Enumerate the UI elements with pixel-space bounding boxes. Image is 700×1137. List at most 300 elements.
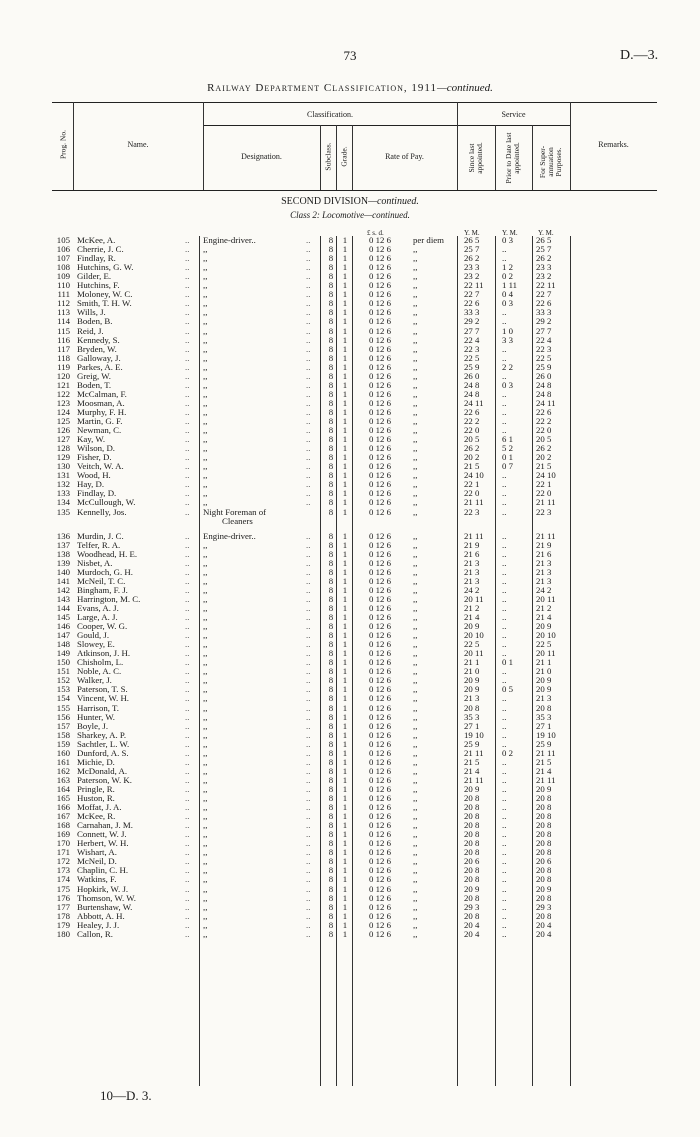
subclass: 8: [328, 928, 334, 939]
pay-period: ,,: [413, 280, 418, 291]
leader-dots: ..: [306, 425, 311, 436]
prog-no: 126: [56, 425, 70, 436]
subclass: 8: [328, 289, 334, 300]
employee-name: Slowey, E.: [77, 639, 115, 650]
designation: ,,: [203, 271, 208, 282]
leader-dots: ..: [306, 397, 311, 408]
leader-dots: ..: [306, 488, 311, 499]
prior-to-date: ..: [502, 406, 507, 417]
superannuation-service: 22 5: [536, 352, 552, 363]
employee-name: Moffat, J. A.: [77, 802, 122, 813]
prior-to-date: ..: [502, 666, 507, 677]
subclass: 8: [328, 406, 334, 417]
designation: ,,: [203, 388, 208, 399]
since-last-appointed: 35 3: [464, 711, 480, 722]
subclass: 8: [328, 765, 334, 776]
designation: ,,: [203, 479, 208, 490]
leader-dots: ..: [306, 675, 311, 686]
rate-of-pay: 0 12 6: [369, 738, 391, 749]
prior-to-date: 0 3: [502, 379, 513, 390]
subclass: 8: [328, 847, 334, 858]
superannuation-service: 20 11: [536, 593, 556, 604]
designation: ,,: [203, 765, 208, 776]
leader-dots: ..: [185, 666, 190, 677]
prior-to-date: ..: [502, 910, 507, 921]
subclass: 8: [328, 783, 334, 794]
grade: 1: [342, 847, 348, 858]
grade: 1: [342, 865, 348, 876]
since-last-appointed: 20 8: [464, 910, 480, 921]
prior-to-date: ..: [502, 919, 507, 930]
prog-no: 177: [56, 901, 70, 912]
rate-of-pay: 0 12 6: [369, 666, 391, 677]
leader-dots: ..: [306, 729, 311, 740]
prior-to-date: ..: [502, 865, 507, 876]
subclass: 8: [328, 684, 334, 695]
employee-name: Hutchins, F.: [77, 280, 120, 291]
designation: ,,: [203, 910, 208, 921]
pay-period: ,,: [413, 397, 418, 408]
prog-no: 168: [56, 820, 70, 831]
prior-to-date: ..: [502, 316, 507, 327]
leader-dots: ..: [185, 425, 190, 436]
prog-no: 118: [57, 352, 70, 363]
employee-name: Telfer, R. A.: [77, 539, 121, 550]
designation: ,,: [203, 774, 208, 785]
leader-dots: ..: [185, 566, 190, 577]
prog-no: 149: [56, 648, 70, 659]
designation: ,,: [203, 684, 208, 695]
leader-dots: ..: [306, 630, 311, 641]
subclass: 8: [328, 738, 334, 749]
prior-to-date: ..: [502, 711, 507, 722]
designation: ,,: [203, 919, 208, 930]
superannuation-service: 20 4: [536, 928, 552, 939]
prog-no: 129: [56, 452, 70, 463]
since-last-appointed: 22 11: [464, 280, 484, 291]
designation: ,,: [203, 648, 208, 659]
leader-dots: ..: [185, 406, 190, 417]
prior-to-date: 0 1: [502, 452, 513, 463]
rate-of-pay: 0 12 6: [369, 370, 391, 381]
since-last-appointed: 21 0: [464, 666, 480, 677]
designation: ,,: [203, 711, 208, 722]
designation: ,,: [203, 325, 208, 336]
grade: 1: [342, 539, 348, 550]
employee-name: Huston, R.: [77, 793, 115, 803]
prog-no: 108: [56, 262, 70, 273]
subclass: 8: [328, 452, 334, 463]
subclass: 8: [328, 693, 334, 704]
leader-dots: ..: [185, 657, 190, 668]
prog-no: 135: [56, 506, 70, 517]
since-last-appointed: 26 0: [464, 370, 480, 381]
pay-period: ,,: [413, 307, 418, 318]
grade: 1: [342, 253, 348, 264]
subclass: 8: [328, 820, 334, 831]
grade: 1: [342, 361, 348, 372]
employee-name: Hutchins, G. W.: [77, 262, 134, 273]
since-last-appointed: 20 9: [464, 621, 480, 632]
designation: ,,: [203, 434, 208, 445]
leader-dots: ..: [185, 774, 190, 785]
employee-name: Vincent, W. H.: [77, 693, 130, 704]
pay-period: ,,: [413, 838, 418, 849]
designation: ,,: [203, 316, 208, 327]
prior-to-date: ..: [502, 892, 507, 903]
leader-dots: ..: [306, 452, 311, 463]
unit-pay: £ s. d.: [367, 229, 384, 237]
leader-dots: ..: [185, 280, 190, 291]
pay-period: ,,: [413, 747, 418, 758]
superannuation-service: 23 3: [536, 262, 552, 273]
subclass: 8: [328, 584, 334, 595]
pay-period: ,,: [413, 765, 418, 776]
leader-dots: ..: [306, 470, 311, 481]
grade: 1: [342, 584, 348, 595]
subclass: 8: [328, 425, 334, 436]
employee-name: McNeil, T. C.: [77, 575, 126, 586]
classification-sub-rule: [203, 125, 457, 126]
since-last-appointed: 22 3: [464, 343, 480, 354]
grade: 1: [342, 720, 348, 731]
grade: 1: [342, 575, 348, 586]
superannuation-service: 20 9: [536, 675, 552, 686]
prior-to-date: ..: [502, 425, 507, 436]
designation: ,,: [203, 253, 208, 264]
superannuation-service: 33 3: [536, 307, 552, 318]
rate-of-pay: 0 12 6: [369, 325, 391, 336]
superannuation-service: 20 2: [536, 452, 552, 463]
prog-no: 151: [56, 666, 70, 677]
since-last-appointed: 20 9: [464, 675, 480, 686]
superannuation-service: 29 2: [536, 316, 552, 327]
leader-dots: ..: [185, 892, 190, 903]
pay-period: ,,: [413, 874, 418, 885]
pay-period: ,,: [413, 865, 418, 876]
subclass: 8: [328, 856, 334, 867]
superannuation-service: 20 8: [536, 829, 552, 840]
since-last-appointed: 24 10: [464, 470, 484, 481]
since-last-appointed: 20 8: [464, 892, 480, 903]
grade: 1: [342, 793, 348, 803]
employee-name: Hunter, W.: [77, 711, 116, 722]
rate-of-pay: 0 12 6: [369, 548, 391, 559]
since-last-appointed: 20 8: [464, 702, 480, 713]
rate-of-pay: 0 12 6: [369, 244, 391, 255]
designation: ,,: [203, 738, 208, 749]
grade: 1: [342, 883, 348, 894]
designation: ,,: [203, 497, 208, 508]
designation: ,,: [203, 829, 208, 840]
prior-to-date: ..: [502, 593, 507, 604]
rate-of-pay: 0 12 6: [369, 928, 391, 939]
leader-dots: ..: [306, 666, 311, 677]
prog-no: 163: [56, 774, 70, 785]
rate-of-pay: 0 12 6: [369, 416, 391, 426]
grade: 1: [342, 530, 348, 541]
header-bottom-rule: [52, 190, 657, 191]
prog-no: 161: [56, 756, 70, 767]
leader-dots: ..: [306, 874, 311, 885]
title-text: Railway Department Classification, 1911: [207, 82, 437, 94]
rate-of-pay: 0 12 6: [369, 874, 391, 885]
superannuation-service: 21 1: [536, 657, 552, 668]
leader-dots: ..: [306, 711, 311, 722]
col-divider: [320, 125, 321, 190]
employee-name: Abbott, A. H.: [77, 910, 125, 921]
pay-period: ,,: [413, 666, 418, 677]
employee-name: Chisholm, L.: [77, 657, 124, 668]
leader-dots: ..: [306, 793, 311, 803]
since-last-appointed: 21 3: [464, 693, 480, 704]
grade: 1: [342, 802, 348, 813]
designation: ,,: [203, 720, 208, 731]
superannuation-service: 20 8: [536, 811, 552, 822]
superannuation-service: 27 1: [536, 720, 552, 731]
leader-dots: ..: [185, 910, 190, 921]
pay-period: ,,: [413, 738, 418, 749]
prog-no: 116: [57, 334, 70, 345]
subclass: 8: [328, 593, 334, 604]
subclass: 8: [328, 316, 334, 327]
leader-dots: ..: [185, 388, 190, 399]
leader-dots: ..: [306, 289, 311, 300]
subclass: 8: [328, 416, 334, 426]
leader-dots: ..: [185, 434, 190, 445]
employee-name: McCullough, W.: [77, 497, 136, 508]
employee-name: Atkinson, J. H.: [77, 648, 131, 659]
leader-dots: ..: [306, 820, 311, 831]
prior-to-date: 6 1: [502, 434, 513, 445]
since-last-appointed: 23 2: [464, 271, 480, 282]
leader-dots: ..: [306, 584, 311, 595]
prog-no: 105: [56, 235, 70, 245]
since-last-appointed: 24 8: [464, 388, 480, 399]
superannuation-service: 24 11: [536, 397, 556, 408]
prog-no: 157: [56, 720, 70, 731]
since-last-appointed: 22 5: [464, 352, 480, 363]
subclass: 8: [328, 388, 334, 399]
prior-to-date: ..: [502, 566, 507, 577]
since-last-appointed: 21 9: [464, 539, 480, 550]
document-reference: D.—3.: [620, 48, 659, 63]
prog-no: 152: [56, 675, 70, 686]
table-row-continuation: [0, 517, 700, 526]
leader-dots: ..: [185, 584, 190, 595]
superannuation-service: 20 9: [536, 783, 552, 794]
leader-dots: ..: [185, 865, 190, 876]
header-name: Name.: [127, 140, 149, 149]
superannuation-service: 20 4: [536, 919, 552, 930]
rate-of-pay: 0 12 6: [369, 802, 391, 813]
designation: ,,: [203, 793, 208, 803]
grade: 1: [342, 443, 348, 454]
rate-of-pay: 0 12 6: [369, 747, 391, 758]
superannuation-service: 22 7: [536, 289, 552, 300]
grade: 1: [342, 506, 348, 517]
pay-period: ,,: [413, 612, 418, 622]
leader-dots: ..: [306, 370, 311, 381]
since-last-appointed: 20 11: [464, 593, 484, 604]
grade: 1: [342, 434, 348, 445]
since-last-appointed: 24 11: [464, 397, 484, 408]
leader-dots: ..: [185, 729, 190, 740]
designation: ,,: [203, 729, 208, 740]
prior-to-date: ..: [502, 765, 507, 776]
leader-dots: ..: [306, 575, 311, 586]
pay-period: ,,: [413, 720, 418, 731]
grade: 1: [342, 271, 348, 282]
pay-period: ,,: [413, 416, 418, 426]
prog-no: 107: [56, 253, 70, 264]
footer-reference: 10—D. 3.: [100, 1088, 152, 1103]
since-last-appointed: 21 11: [464, 774, 484, 785]
leader-dots: ..: [306, 379, 311, 390]
superannuation-service: 22 6: [536, 406, 552, 417]
superannuation-service: 22 2: [536, 416, 552, 426]
prog-no: 159: [56, 738, 70, 749]
designation: ,,: [203, 262, 208, 273]
leader-dots: ..: [185, 630, 190, 641]
grade: 1: [342, 461, 348, 472]
subclass: 8: [328, 865, 334, 876]
pay-period: ,,: [413, 847, 418, 858]
prog-no: 176: [56, 892, 70, 903]
rate-of-pay: 0 12 6: [369, 479, 391, 490]
prog-no: 167: [56, 811, 70, 822]
designation: ,,: [203, 361, 208, 372]
since-last-appointed: 29 2: [464, 316, 480, 327]
since-last-appointed: 21 1: [464, 657, 480, 668]
pay-period: ,,: [413, 443, 418, 454]
leader-dots: ..: [306, 530, 311, 541]
leader-dots: ..: [306, 612, 311, 622]
employee-name: Moosman, A.: [77, 397, 125, 408]
subclass: 8: [328, 901, 334, 912]
rate-of-pay: 0 12 6: [369, 530, 391, 541]
prog-no: 170: [56, 838, 70, 849]
prior-to-date: 0 5: [502, 684, 513, 695]
employee-name: Watkins, F.: [77, 874, 117, 885]
rate-of-pay: 0 12 6: [369, 379, 391, 390]
prog-no: 120: [56, 370, 70, 381]
rate-of-pay: 0 12 6: [369, 289, 391, 300]
superannuation-service: 24 2: [536, 584, 552, 595]
subclass: 8: [328, 793, 334, 803]
rate-of-pay: 0 12 6: [369, 838, 391, 849]
superannuation-service: 26 2: [536, 443, 552, 454]
subclass: 8: [328, 271, 334, 282]
rate-of-pay: 0 12 6: [369, 883, 391, 894]
pay-period: ,,: [413, 783, 418, 794]
service-sub-rule: [457, 125, 570, 126]
leader-dots: ..: [306, 693, 311, 704]
pay-period: ,,: [413, 584, 418, 595]
grade: 1: [342, 874, 348, 885]
prior-to-date: 0 4: [502, 289, 513, 300]
designation: ,,: [203, 343, 208, 354]
prog-no: 109: [56, 271, 70, 282]
prior-to-date: 1 2: [502, 262, 513, 273]
subclass: 8: [328, 648, 334, 659]
header-classification: Classification.: [307, 110, 353, 119]
employee-name: Murdoch, G. H.: [77, 566, 133, 577]
leader-dots: ..: [185, 602, 190, 613]
leader-dots: ..: [306, 461, 311, 472]
superannuation-service: 21 4: [536, 765, 552, 776]
employee-name: Wills, J.: [77, 307, 106, 318]
rate-of-pay: 0 12 6: [369, 648, 391, 659]
prog-no: 156: [56, 711, 70, 722]
designation: ,,: [203, 693, 208, 704]
designation: ,,: [203, 847, 208, 858]
designation: ,,: [203, 575, 208, 586]
pay-period: ,,: [413, 539, 418, 550]
prog-no: 143: [56, 593, 70, 604]
grade: 1: [342, 856, 348, 867]
pay-period: ,,: [413, 361, 418, 372]
prior-to-date: 1 0: [502, 325, 513, 336]
subclass: 8: [328, 262, 334, 273]
leader-dots: ..: [185, 361, 190, 372]
rate-of-pay: 0 12 6: [369, 847, 391, 858]
leader-dots: ..: [185, 820, 190, 831]
pay-period: ,,: [413, 452, 418, 463]
leader-dots: ..: [306, 602, 311, 613]
prior-to-date: ..: [502, 388, 507, 399]
leader-dots: ..: [306, 593, 311, 604]
designation: ,,: [203, 657, 208, 668]
leader-dots: ..: [306, 783, 311, 794]
prior-to-date: 0 2: [502, 271, 513, 282]
designation: ,,: [203, 397, 208, 408]
subclass: 8: [328, 657, 334, 668]
pay-period: ,,: [413, 406, 418, 417]
employee-name: Nisbet, A.: [77, 557, 113, 568]
superannuation-service: 20 8: [536, 910, 552, 921]
employee-name: Boden, B.: [77, 316, 113, 327]
pay-period: ,,: [413, 497, 418, 508]
since-last-appointed: 29 3: [464, 901, 480, 912]
employee-name: Galloway, J.: [77, 352, 121, 363]
leader-dots: ..: [185, 702, 190, 713]
superannuation-service: 21 2: [536, 602, 552, 613]
since-last-appointed: 22 6: [464, 298, 480, 309]
employee-name: Wilson, D.: [77, 443, 116, 454]
rate-of-pay: 0 12 6: [369, 793, 391, 803]
designation: ,,: [203, 452, 208, 463]
superannuation-service: 20 8: [536, 793, 552, 803]
designation: ,,: [203, 298, 208, 309]
prog-no: 150: [56, 657, 70, 668]
rate-of-pay: 0 12 6: [369, 820, 391, 831]
superannuation-service: 22 5: [536, 639, 552, 650]
grade: 1: [342, 316, 348, 327]
superannuation-service: 20 8: [536, 874, 552, 885]
prog-no: 130: [56, 461, 70, 472]
leader-dots: ..: [185, 289, 190, 300]
since-last-appointed: 21 2: [464, 602, 480, 613]
header-top-rule: [52, 102, 657, 103]
prior-to-date: ..: [502, 630, 507, 641]
prog-no: 178: [56, 910, 70, 921]
grade: 1: [342, 765, 348, 776]
prior-to-date: ..: [502, 783, 507, 794]
designation: ,,: [203, 756, 208, 767]
pay-period: ,,: [413, 621, 418, 632]
grade: 1: [342, 657, 348, 668]
